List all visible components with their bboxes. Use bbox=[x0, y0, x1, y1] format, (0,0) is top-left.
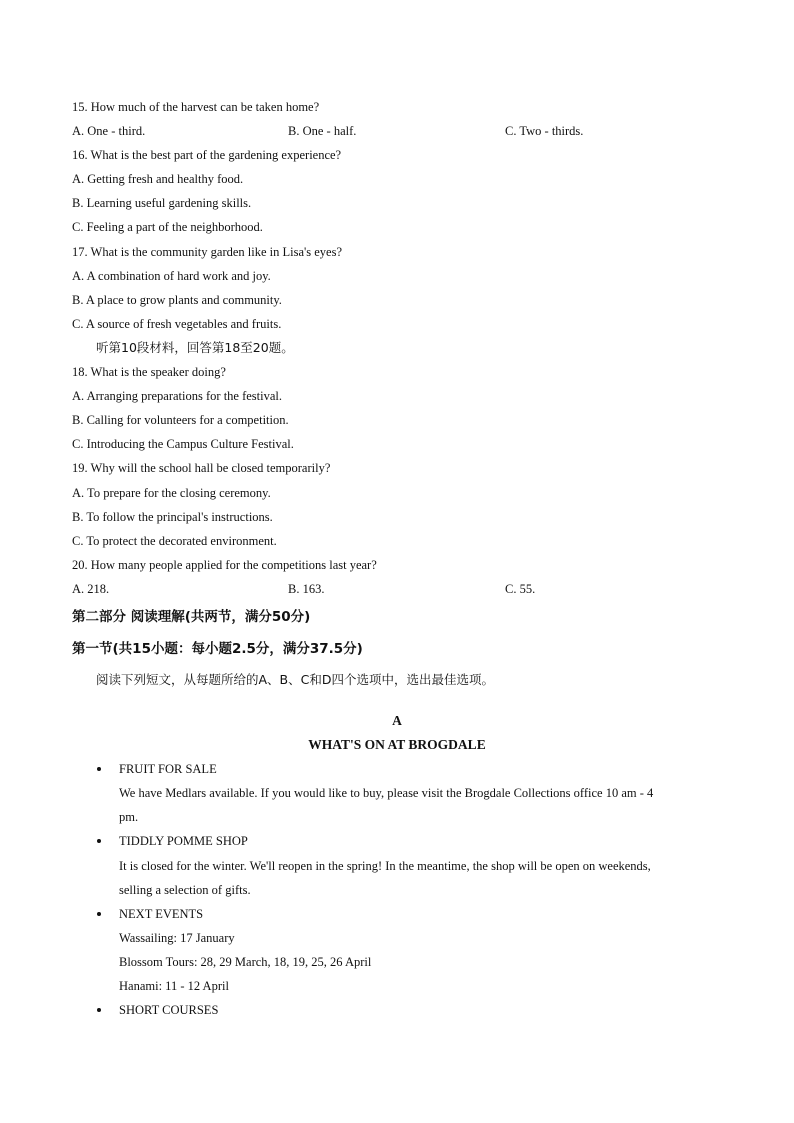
question-20-options bbox=[72, 577, 722, 601]
passage-title: WHAT'S ON AT BROGDALE bbox=[308, 737, 486, 753]
list-item-next-events bbox=[72, 902, 722, 998]
option-b: B. To follow the principal's instructions. bbox=[72, 509, 273, 524]
item-text: We have Medlars available. If you would like to buy, please visit the Brogdale Collections office 10 am - 4 bbox=[119, 786, 654, 801]
option-b: B. One - half. bbox=[288, 124, 357, 139]
option-c: C. 55. bbox=[505, 581, 536, 596]
question-20-stem: 20. How many people applied for the competitions last year? bbox=[72, 557, 377, 572]
option-a: A. One - third. bbox=[72, 124, 146, 139]
item-text: It is closed for the winter. We'll reopen in the spring! In the meantime, the shop will be open on weekends, bbox=[119, 858, 651, 873]
section-title: 第一节(共15小题：每小题2.5分，满分37.5分) bbox=[72, 640, 363, 657]
item-heading: NEXT EVENTS bbox=[119, 906, 204, 921]
option-a: A. 218. bbox=[72, 581, 110, 596]
option-c: C. Introducing the Campus Culture Festival. bbox=[72, 437, 294, 452]
reading-instruction: 阅读下列短文，从每题所给的A、B、C和D四个选项中，选出最佳选项。 bbox=[96, 671, 494, 687]
question-17-stem: 17. What is the community garden like in Lisa's eyes? bbox=[72, 244, 343, 259]
section-note: 听第10段材料，回答第18至20题。 bbox=[96, 339, 294, 355]
part-title: 第二部分 阅读理解(共两节，满分50分) bbox=[72, 608, 311, 625]
question-19-stem: 19. Why will the school hall be closed temporarily? bbox=[72, 461, 331, 476]
item-text: selling a selection of gifts. bbox=[119, 882, 251, 897]
option-b: B. Learning useful gardening skills. bbox=[72, 196, 252, 211]
bullet-icon bbox=[97, 839, 101, 843]
option-a: A. Arranging preparations for the festival. bbox=[72, 389, 283, 404]
item-text: Wassailing: 17 January bbox=[119, 930, 235, 945]
question-16-stem: 16. What is the best part of the gardening experience? bbox=[72, 148, 342, 163]
question-18-stem: 18. What is the speaker doing? bbox=[72, 365, 226, 380]
option-b: B. Calling for volunteers for a competition. bbox=[72, 413, 289, 428]
list-item-tiddly-pomme-shop bbox=[72, 829, 722, 901]
bullet-icon bbox=[97, 912, 101, 916]
option-a: A. To prepare for the closing ceremony. bbox=[72, 485, 271, 500]
list-item-fruit-for-sale bbox=[72, 757, 722, 829]
page-content bbox=[72, 95, 722, 1022]
option-b: B. 163. bbox=[288, 581, 325, 596]
option-a: A. Getting fresh and healthy food. bbox=[72, 172, 244, 187]
option-c: C. A source of fresh vegetables and fruits. bbox=[72, 316, 282, 331]
option-b: B. A place to grow plants and community. bbox=[72, 292, 282, 307]
option-a: A. A combination of hard work and joy. bbox=[72, 268, 271, 283]
item-text: Blossom Tours: 28, 29 March, 18, 19, 25, 26 April bbox=[119, 954, 372, 969]
item-heading: FRUIT FOR SALE bbox=[119, 762, 217, 777]
question-15-stem: 15. How much of the harvest can be taken home? bbox=[72, 100, 320, 114]
bullet-icon bbox=[97, 1008, 101, 1012]
item-text: Hanami: 11 - 12 April bbox=[119, 979, 229, 993]
list-item-short-courses bbox=[72, 998, 722, 1022]
option-c: C. Two - thirds. bbox=[505, 124, 584, 139]
item-heading: SHORT COURSES bbox=[119, 1003, 219, 1018]
question-15-options bbox=[72, 119, 722, 143]
item-text: pm. bbox=[119, 810, 139, 825]
passage-letter: A bbox=[392, 712, 402, 728]
item-heading: TIDDLY POMME SHOP bbox=[119, 834, 248, 849]
option-c: C. To protect the decorated environment. bbox=[72, 533, 277, 548]
bullet-icon bbox=[97, 767, 101, 771]
option-c: C. Feeling a part of the neighborhood. bbox=[72, 220, 263, 235]
